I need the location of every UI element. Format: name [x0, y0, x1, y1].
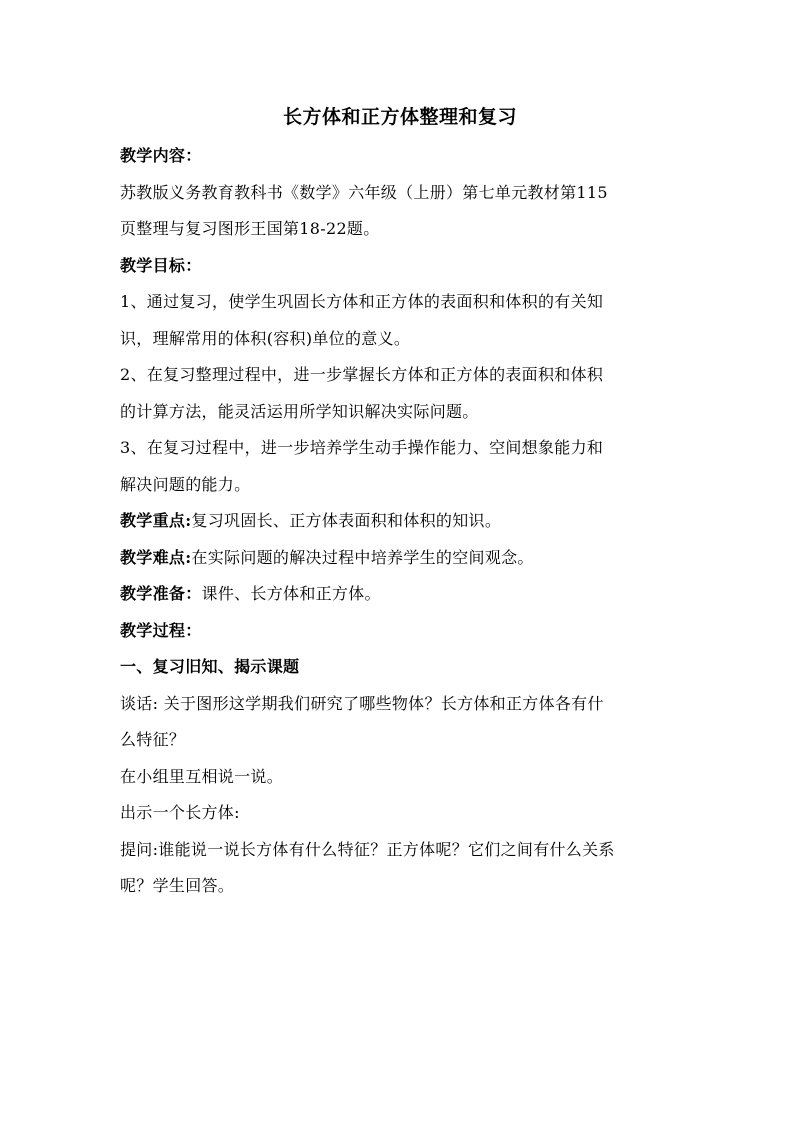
section-heading-process — [120, 613, 680, 650]
difficulty-line — [120, 540, 680, 577]
paragraph-line — [120, 394, 680, 431]
key-points-line — [120, 503, 680, 540]
paragraph-line — [120, 321, 680, 358]
line-text: 在小组里互相说一说。 — [120, 766, 284, 786]
line-label: 一、复习旧知、揭示课题 — [120, 657, 300, 676]
line-text: 提问:谁能说一说长方体有什么特征？正方体呢？它们之间有什么关系 — [120, 839, 615, 859]
line-text: 1、通过复习，使学生巩固长方体和正方体的表面积和体积的有关知 — [120, 292, 604, 311]
line-label: 教学准备： — [120, 584, 202, 603]
paragraph-line — [120, 430, 680, 467]
paragraph-line — [120, 357, 680, 394]
paragraph-line — [120, 759, 680, 796]
line-text: 呢？学生回答。 — [120, 876, 235, 895]
line-text: 3、在复习过程中，进一步培养学生动手操作能力、空间想象能力和 — [120, 438, 604, 457]
document-title: 长方体和正方体整理和复习 — [282, 106, 517, 128]
line-text: 复习巩固长、正方体表面积和体积的知识。 — [191, 511, 502, 530]
section-heading-content — [120, 138, 680, 175]
line-text: 识，理解常用的体积(容积)单位的意义。 — [120, 328, 411, 348]
paragraph-line — [120, 284, 680, 321]
line-label: 教学内容： — [120, 146, 202, 165]
subsection-heading — [120, 649, 680, 686]
preparation-line — [120, 576, 680, 613]
paragraph-line — [120, 686, 680, 723]
line-text: 谈话: 关于图形这学期我们研究了哪些物体？长方体和正方体各有什 — [120, 693, 604, 713]
section-heading-goals — [120, 248, 680, 285]
line-text: 2、在复习整理过程中，进一步掌握长方体和正方体的表面积和体积 — [120, 365, 604, 384]
line-text: 的计算方法，能灵活运用所学知识解决实际问题。 — [120, 401, 479, 421]
paragraph-line — [120, 175, 680, 212]
line-label: 教学难点: — [120, 547, 192, 567]
document-body — [120, 100, 680, 905]
line-label: 教学重点: — [120, 511, 192, 530]
line-label: 教学目标： — [120, 255, 202, 275]
paragraph-line — [120, 868, 680, 905]
paragraph-line — [120, 467, 680, 504]
line-text: 出示一个长方体: — [120, 803, 240, 822]
line-text: 页整理与复习图形王国第18-22题。 — [120, 219, 380, 238]
line-text: 在实际问题的解决过程中培养学生的空间观念。 — [191, 547, 534, 567]
paragraph-line — [120, 722, 680, 759]
line-text: 解决问题的能力。 — [120, 474, 251, 494]
line-text: 么特征？ — [120, 730, 186, 749]
line-text: 苏教版义务教育教科书《数学》六年级（上册）第七单元教材第115 — [120, 182, 608, 202]
paragraph-line — [120, 795, 680, 832]
paragraph-line — [120, 211, 680, 248]
paragraph-line — [120, 832, 680, 869]
line-label: 教学过程： — [120, 620, 202, 640]
line-text: 课件、长方体和正方体。 — [201, 584, 381, 603]
